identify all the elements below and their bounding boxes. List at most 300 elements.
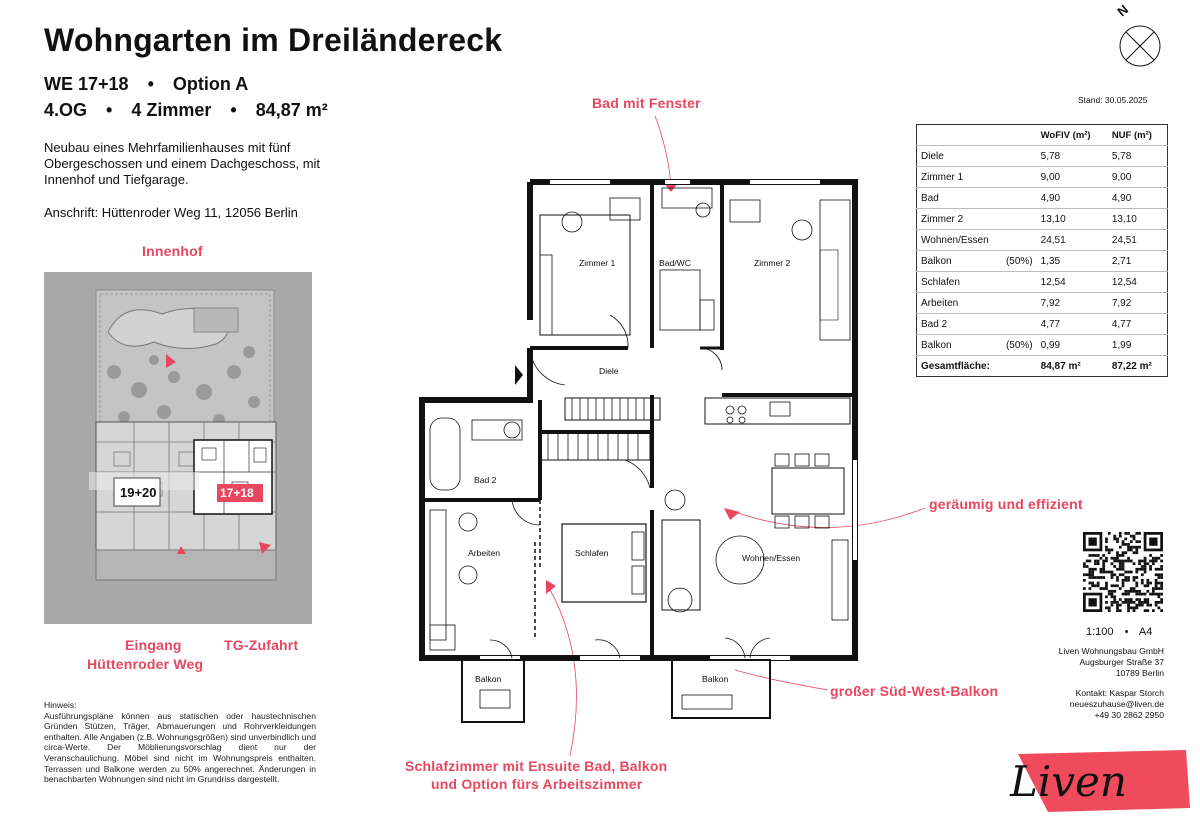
qr-module [1116,540,1119,543]
qr-module [1108,532,1111,535]
qr-module [1108,609,1111,612]
qr-module [1133,609,1136,612]
qr-module [1135,532,1138,535]
qr-module [1113,601,1116,604]
qr-module [1127,560,1130,563]
qr-module [1113,538,1116,541]
qr-module [1124,601,1127,604]
qr-module [1130,535,1133,538]
unit-floor: 4.OG [44,100,88,120]
qr-module [1102,565,1105,568]
qr-module [1089,568,1092,571]
bullet: • [147,74,154,94]
qr-module [1141,565,1144,568]
area-room-nuf: 13,10 [1108,209,1168,230]
qr-module [1124,590,1127,593]
qr-module [1105,546,1108,549]
qr-module [1155,573,1158,576]
qr-module [1155,568,1158,571]
qr-module [1091,571,1094,574]
area-row [917,293,1168,314]
qr-code[interactable] [1083,532,1163,612]
contact-info [1000,688,1164,721]
qr-module [1149,538,1157,546]
qr-module [1157,576,1160,579]
qr-module [1135,546,1138,549]
area-room-pct: (50%) [993,335,1037,356]
area-room-woflv: 0,99 [1037,335,1108,356]
qr-module [1130,606,1133,609]
qr-module [1157,582,1160,585]
qr-module [1144,557,1147,560]
qr-module [1155,587,1158,590]
qr-module [1155,582,1158,585]
area-room-nuf: 12,54 [1108,272,1168,293]
qr-module [1124,576,1127,579]
qr-module [1122,543,1125,546]
callout-eingang: Eingang [125,637,182,653]
qr-module [1146,598,1149,601]
qr-module [1152,590,1155,593]
qr-module [1111,584,1114,587]
area-room-woflv: 24,51 [1037,230,1108,251]
qr-module [1094,576,1097,579]
qr-module [1116,554,1119,557]
logo-text: Liven [1010,757,1127,806]
qr-module [1127,604,1130,607]
qr-module [1100,576,1103,579]
qr-module [1097,576,1100,579]
callout-geraeumig: geräumig und effizient [929,496,1083,512]
room-balkon-2: Balkon [702,674,729,684]
qr-module [1119,560,1122,563]
qr-module [1130,560,1133,563]
qr-module [1157,595,1160,598]
floor-plan [400,170,880,730]
qr-module [1113,598,1116,601]
qr-module [1111,549,1114,552]
qr-module [1127,546,1130,549]
qr-module [1135,593,1138,596]
qr-module [1160,601,1163,604]
qr-module [1124,598,1127,601]
qr-module [1097,554,1100,557]
qr-module [1133,590,1136,593]
qr-module [1122,582,1125,585]
qr-module [1141,568,1144,571]
callout-eingang-street: Hüttenroder Weg [87,656,204,672]
qr-module [1141,604,1144,607]
qr-module [1127,571,1130,574]
page-title: Wohngarten im Dreiländereck [44,22,503,58]
qr-module [1124,532,1127,535]
qr-module [1086,573,1089,576]
qr-module [1146,590,1149,593]
qr-module [1146,562,1149,565]
area-room-nuf: 4,90 [1108,188,1168,209]
room-bad-wc: Bad/WC [659,258,691,268]
qr-module [1116,601,1119,604]
area-row [917,188,1168,209]
qr-module [1138,590,1141,593]
qr-module [1141,582,1144,585]
qr-module [1105,538,1108,541]
contact-phone[interactable]: +49 30 2862 2950 [1094,710,1164,720]
qr-module [1124,538,1127,541]
qr-module [1105,601,1108,604]
qr-module [1144,598,1147,601]
note-text: Ausführungspläne können aus statischen oder haustechnischen Gründen Stützen, Träger, Abmauerungen und Rohrverkleidungen enthalten. Alle Angaben (z.B. Wohnungsgrößen) sind unverbindlich und circa-Werte. Der Möblierungsvorschlag dient nur der Veranschaulichung. Möbel sind nicht im Wohnungspreis enthalten. Terrassen und Balkone werden zu 50% angerechnet. Änderungen in benachbarten Wohnungen sind nicht im Grundriss dargestellt. [44,710,316,785]
qr-module [1089,587,1092,590]
qr-module [1138,593,1141,596]
qr-module [1083,562,1086,565]
qr-module [1144,601,1147,604]
qr-module [1133,601,1136,604]
qr-module [1135,590,1138,593]
qr-module [1122,568,1125,571]
qr-module [1155,601,1158,604]
qr-module [1157,587,1160,590]
qr-module [1149,560,1152,563]
qr-module [1097,562,1100,565]
qr-module [1160,598,1163,601]
area-row [917,335,1168,356]
qr-module [1102,571,1105,574]
qr-module [1152,562,1155,565]
qr-module [1097,584,1100,587]
qr-module [1138,601,1141,604]
qr-module [1146,584,1149,587]
qr-module [1108,590,1111,593]
qr-module [1124,543,1127,546]
qr-module [1133,579,1136,582]
area-room-name: Balkon [917,251,993,272]
qr-module [1111,557,1114,560]
qr-module [1122,560,1125,563]
qr-module [1091,582,1094,585]
qr-module [1160,576,1163,579]
unit-label-19-20: 19+20 [120,485,157,500]
qr-module [1091,554,1094,557]
qr-module [1155,557,1158,560]
qr-module [1160,565,1163,568]
area-row [917,209,1168,230]
scale-ratio: 1:100 [1086,626,1114,638]
qr-module [1160,609,1163,612]
qr-module [1130,571,1133,574]
qr-module [1133,546,1136,549]
qr-module [1122,554,1125,557]
area-row [917,272,1168,293]
qr-module [1119,609,1122,612]
qr-module [1160,584,1163,587]
area-room-pct [993,314,1037,335]
qr-module [1138,540,1141,543]
qr-module [1102,560,1105,563]
area-room-woflv: 12,54 [1037,272,1108,293]
qr-module [1111,576,1114,579]
qr-module [1138,532,1141,535]
qr-module [1152,587,1155,590]
unit-label-17-18: 17+18 [220,486,254,500]
qr-module [1133,587,1136,590]
area-room-name: Arbeiten [917,293,993,314]
qr-module [1094,560,1097,563]
qr-module [1111,562,1114,565]
qr-module [1130,540,1133,543]
qr-module [1111,595,1114,598]
qr-module [1111,590,1114,593]
qr-module [1135,598,1138,601]
qr-module [1144,609,1147,612]
qr-module [1113,557,1116,560]
qr-module [1094,562,1097,565]
qr-module [1135,571,1138,574]
area-room-pct [993,272,1037,293]
qr-module [1157,568,1160,571]
area-room-pct [993,209,1037,230]
qr-module [1111,593,1114,596]
qr-module [1141,573,1144,576]
callout-schlafzimmer: Schlafzimmer mit Ensuite Bad, Balkon [405,758,668,774]
qr-module [1105,557,1108,560]
qr-module [1116,604,1119,607]
qr-module [1130,590,1133,593]
qr-module [1127,598,1130,601]
room-wohnen-essen: Wohnen/Essen [742,553,801,563]
qr-module [1091,576,1094,579]
qr-module [1160,554,1163,557]
qr-module [1133,606,1136,609]
room-bad-2: Bad 2 [474,475,497,485]
qr-module [1111,571,1114,574]
qr-module [1127,576,1130,579]
qr-module [1116,560,1119,563]
area-room-woflv: 5,78 [1037,146,1108,167]
bullet: • [1124,626,1129,638]
area-room-woflv: 4,77 [1037,314,1108,335]
area-room-name: Bad 2 [917,314,993,335]
qr-module [1124,593,1127,596]
qr-module [1113,565,1116,568]
qr-module [1089,573,1092,576]
qr-module [1089,538,1097,546]
project-description: Neubau eines Mehrfamilienhauses mit fünf Obergeschossen und einem Dachgeschoss, mit Innenhof und Tiefgarage. [44,140,321,187]
qr-module [1116,579,1119,582]
qr-module [1127,549,1130,552]
qr-module [1119,573,1122,576]
qr-module [1138,598,1141,601]
qr-module [1130,587,1133,590]
qr-module [1144,568,1147,571]
qr-module [1089,571,1092,574]
qr-module [1119,587,1122,590]
qr-module [1127,593,1130,596]
qr-module [1155,560,1158,563]
qr-module [1133,538,1136,541]
qr-module [1105,582,1108,585]
qr-module [1124,560,1127,563]
company-name: Liven Wohnungsbau GmbH [1058,646,1164,656]
qr-module [1119,546,1122,549]
col-woflv: WoFlV (m²) [1037,125,1108,146]
qr-module [1108,593,1111,596]
qr-module [1130,601,1133,604]
qr-module [1083,573,1086,576]
qr-module [1089,554,1092,557]
qr-module [1144,571,1147,574]
qr-module [1149,568,1152,571]
qr-module [1089,576,1092,579]
area-table [916,124,1168,377]
qr-module [1152,560,1155,563]
room-zimmer-1: Zimmer 1 [579,258,616,268]
qr-module [1094,554,1097,557]
qr-module [1091,584,1094,587]
area-total-row [917,356,1168,377]
qr-module [1144,560,1147,563]
qr-module [1122,593,1125,596]
compass-north-label: N [1114,1,1132,20]
qr-module [1113,560,1116,563]
qr-module [1160,568,1163,571]
qr-module [1127,606,1130,609]
qr-module [1135,549,1138,552]
qr-module [1097,560,1100,563]
total-nuf: 87,22 m² [1108,356,1168,377]
qr-module [1127,543,1130,546]
qr-module [1155,584,1158,587]
area-room-name: Balkon [917,335,993,356]
qr-module [1149,593,1152,596]
qr-module [1152,557,1155,560]
qr-module [1102,568,1105,571]
area-room-name: Diele [917,146,993,167]
qr-module [1108,551,1111,554]
qr-module [1133,551,1136,554]
area-room-nuf: 9,00 [1108,167,1168,188]
area-table-header [917,125,1168,146]
area-row [917,230,1168,251]
qr-module [1149,604,1152,607]
qr-module [1146,601,1149,604]
qr-module [1119,568,1122,571]
qr-module [1144,593,1147,596]
qr-module [1091,573,1094,576]
qr-module [1102,576,1105,579]
contact-email[interactable]: neueszuhause@liven.de [1069,699,1164,709]
qr-module [1105,571,1108,574]
qr-module [1135,604,1138,607]
qr-module [1105,587,1108,590]
qr-module [1133,576,1136,579]
qr-module [1102,587,1105,590]
qr-module [1155,604,1158,607]
qr-module [1116,557,1119,560]
qr-module [1138,568,1141,571]
qr-module [1124,579,1127,582]
qr-module [1138,546,1141,549]
note-title: Hinweis: [44,700,77,710]
qr-module [1149,554,1152,557]
qr-module [1100,587,1103,590]
qr-module [1113,535,1116,538]
area-room-name: Bad [917,188,993,209]
room-balkon-1: Balkon [475,674,502,684]
qr-module [1135,568,1138,571]
unit-rooms: 4 Zimmer [131,100,212,120]
qr-module [1119,562,1122,565]
qr-module [1152,609,1155,612]
qr-module [1116,538,1119,541]
qr-module [1122,573,1125,576]
callout-sued-west-balkon: großer Süd-West-Balkon [830,683,999,699]
qr-module [1157,606,1160,609]
bullet: • [106,100,113,120]
area-room-pct: (50%) [993,251,1037,272]
qr-module [1100,557,1103,560]
qr-module [1089,560,1092,563]
qr-module [1135,551,1138,554]
qr-module [1105,560,1108,563]
qr-module [1149,565,1152,568]
qr-module [1141,560,1144,563]
qr-module [1155,579,1158,582]
qr-module [1157,573,1160,576]
qr-module [1160,573,1163,576]
qr-module [1135,540,1138,543]
qr-module [1119,554,1122,557]
area-row [917,167,1168,188]
qr-module [1108,571,1111,574]
area-room-nuf: 2,71 [1108,251,1168,272]
qr-module [1152,593,1155,596]
qr-module [1141,593,1144,596]
area-room-woflv: 9,00 [1037,167,1108,188]
qr-module [1130,549,1133,552]
area-room-woflv: 4,90 [1037,188,1108,209]
qr-module [1135,576,1138,579]
qr-module [1146,579,1149,582]
qr-module [1141,579,1144,582]
scale-info [1086,626,1152,638]
col-nuf: NUF (m²) [1108,125,1168,146]
qr-module [1146,582,1149,585]
qr-module [1146,609,1149,612]
qr-module [1089,598,1097,606]
total-woflv: 84,87 m² [1037,356,1108,377]
qr-module [1105,606,1108,609]
qr-module [1119,532,1122,535]
qr-module [1138,560,1141,563]
qr-module [1144,562,1147,565]
qr-module [1157,601,1160,604]
qr-module [1100,571,1103,574]
qr-module [1157,593,1160,596]
qr-module [1100,568,1103,571]
qr-module [1105,540,1108,543]
paper-size: A4 [1138,626,1153,638]
qr-module [1116,584,1119,587]
qr-module [1091,568,1094,571]
qr-module [1133,535,1136,538]
callout-bad-fenster: Bad mit Fenster [592,95,701,111]
qr-module [1135,606,1138,609]
qr-module [1122,565,1125,568]
qr-module [1113,595,1116,598]
qr-module [1160,560,1163,563]
stand-date: Stand: 30.05.2025 [1078,95,1148,105]
